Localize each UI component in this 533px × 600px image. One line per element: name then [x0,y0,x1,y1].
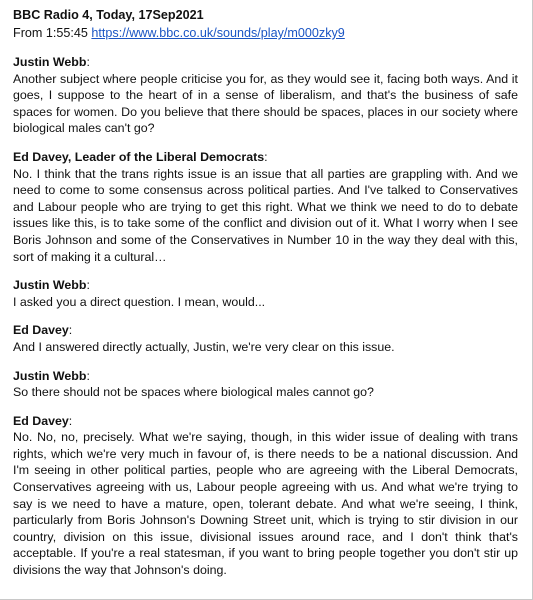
speaker-name: Ed Davey [13,323,69,338]
speaker-colon: : [68,323,73,338]
speaker-line [13,54,518,71]
speaker-colon: : [264,149,268,164]
speaker-line [13,368,518,385]
speech-text: No. No, no, precisely. What we're saying, though, in this wider issue of dealing with trans rights, which we're very much in favour of, is there needs to be a national discussion. And I'm seeing in other political parties, people who are agreeing with the Liberal Democrats, Conservatives agreeing with us, Labour people agreeing with us. And what we're trying to say is we need to have a mature, open, tolerant debate. And what we're seeing, I think, particularly from Boris Johnson's Downing Street unit, which is trying to stir division in our country, division on this issue, divisional issues around race, and I don't think that's acceptable. If you're a real statesman, if you want to bring people together you don't stir up divisions the way that Johnson's doing. [13,430,518,578]
speaker-colon: : [68,413,73,428]
speech-text: And I answered directly actually, Justin, we're very clear on this issue. [13,339,395,354]
speaker-name: Justin Webb [13,55,87,69]
transcript-turn [13,368,518,401]
speech-text: So there should not be spaces where biological males cannot go? [13,385,374,400]
transcript-turn [13,149,518,265]
source-line [13,24,518,42]
speech-text: Another subject where people criticise you for, as they would see it, facing both ways. And it goes, I suppose to the heart of in a sense of liberalism, and that's the business of safe spaces for women. Do you believe that there should be spaces, places in our society where biological males can't go? [13,71,518,136]
document-header [13,6,518,42]
transcript-turn [13,322,518,355]
speaker-line [13,277,518,294]
speaker-line [13,149,518,166]
speaker-name: Ed Davey, Leader of the Liberal Democrats [13,149,265,164]
speaker-colon: : [86,368,90,383]
speaker-name: Justin Webb [13,368,87,383]
speech-text: I asked you a direct question. I mean, would... [13,294,266,309]
transcript-turn [13,54,518,137]
document-title: BBC Radio 4, Today, 17Sep2021 [13,8,204,22]
speaker-line [13,413,518,430]
speaker-name: Justin Webb [13,278,87,293]
speaker-colon: : [86,55,90,69]
speech-text: No. I think that the trans rights issue is an issue that all parties are grappling with. And we need to come to some consensus across political parties. And I've talked to Conservatives and Labour people who are trying to get this right. What we think we need to do to debate issues like this, is to take some of the conflict and division out of it. What I worry when I see Boris Johnson and some of the Conservatives in Number 10 in the way they deal with this, sort of making it a cultural… [13,166,518,264]
speaker-colon: : [86,278,90,293]
transcript-turn [13,277,518,310]
speaker-line [13,322,518,339]
transcript-turn [13,413,518,579]
speaker-name: Ed Davey [13,413,69,428]
timestamp-label: From 1:55:45 [13,26,92,40]
source-link[interactable]: https://www.bbc.co.uk/sounds/play/m000zky9 [91,26,345,40]
